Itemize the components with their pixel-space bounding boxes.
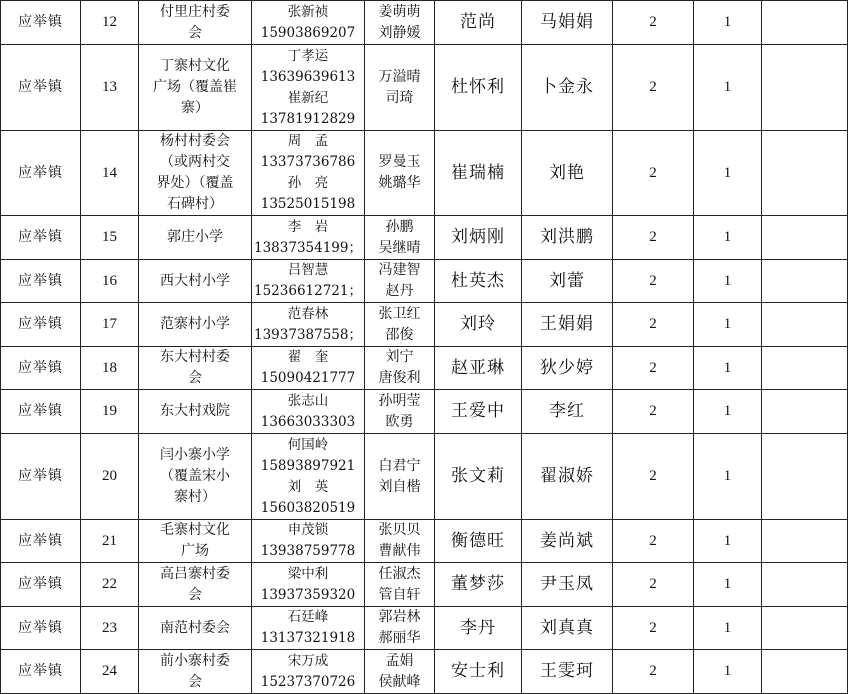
staff-cell-line: 曹献伟 — [365, 541, 434, 562]
staff-cell — [365, 520, 435, 563]
location-cell-line: 东大村戏院 — [139, 401, 251, 422]
count-b-cell: 1 — [694, 347, 762, 390]
leader-cell: 崔瑞楠 — [435, 131, 522, 216]
staff-cell-line: 孟娟 — [365, 651, 434, 672]
contact-cell-line: 吕智慧 — [252, 260, 364, 281]
contact-cell-line: 15090421777 — [252, 368, 364, 389]
staff-cell — [365, 131, 435, 216]
contact-cell-line: 13137321918 — [252, 628, 364, 649]
staff-cell-line: 邵俊 — [365, 325, 434, 346]
number-cell: 13 — [81, 45, 139, 131]
contact-cell-line: 张志山 — [252, 391, 364, 412]
contact-cell-line: 孙 亮 — [252, 173, 364, 194]
staff-cell — [365, 216, 435, 260]
staff-cell-line: 张贝贝 — [365, 520, 434, 541]
town-cell: 应举镇 — [1, 434, 81, 520]
count-a-cell: 2 — [613, 1, 694, 45]
leader-cell: 董梦莎 — [435, 563, 522, 607]
location-cell-line: 会 — [139, 672, 251, 693]
location-cell-line: 杨村村委会 — [139, 131, 251, 152]
town-cell: 应举镇 — [1, 45, 81, 131]
town-cell: 应举镇 — [1, 650, 81, 694]
staff-cell — [365, 650, 435, 694]
staff-cell-line: 唐俊利 — [365, 368, 434, 389]
contact-cell — [252, 260, 365, 303]
contact-cell-line: 13937387558； — [252, 325, 364, 346]
staff-cell-line: 郝丽华 — [365, 628, 434, 649]
staff-cell — [365, 303, 435, 347]
blank-cell — [762, 303, 848, 347]
location-cell — [139, 1, 252, 45]
contact-cell-line: 15603820519 — [252, 498, 364, 519]
blank-cell — [762, 347, 848, 390]
contact-cell-line: 13373736786 — [252, 152, 364, 173]
contact-cell-line: 13837354199； — [252, 238, 364, 259]
location-cell — [139, 520, 252, 563]
contact-cell — [252, 131, 365, 216]
staff-cell — [365, 434, 435, 520]
count-a-cell: 2 — [613, 347, 694, 390]
contact-cell-line: 何国岭 — [252, 435, 364, 456]
staff-cell-line: 任淑杰 — [365, 564, 434, 585]
location-cell-line: 会 — [139, 23, 251, 44]
count-a-cell: 2 — [613, 45, 694, 131]
location-cell-line: 郭庄小学 — [139, 227, 251, 248]
blank-cell — [762, 260, 848, 303]
leader-cell: 王爱中 — [435, 390, 522, 434]
blank-cell — [762, 607, 848, 650]
member-cell: 翟淑娇 — [522, 434, 613, 520]
table-row — [1, 563, 848, 607]
count-a-cell: 2 — [613, 434, 694, 520]
staff-cell-line: 管自轩 — [365, 585, 434, 606]
contact-cell-line: 范春林 — [252, 304, 364, 325]
blank-cell — [762, 434, 848, 520]
contact-cell — [252, 45, 365, 131]
staff-cell-line: 欧勇 — [365, 412, 434, 433]
count-a-cell: 2 — [613, 390, 694, 434]
count-a-cell: 2 — [613, 260, 694, 303]
location-cell-line: 丁寨村文化 — [139, 56, 251, 77]
location-cell-line: 南范村委会 — [139, 618, 251, 639]
table-row — [1, 347, 848, 390]
contact-cell-line: 石廷峰 — [252, 607, 364, 628]
number-cell: 15 — [81, 216, 139, 260]
table-row — [1, 131, 848, 216]
number-cell: 20 — [81, 434, 139, 520]
table-row — [1, 303, 848, 347]
location-cell-line: 西大村小学 — [139, 271, 251, 292]
blank-cell — [762, 563, 848, 607]
location-cell — [139, 607, 252, 650]
location-cell — [139, 303, 252, 347]
member-cell: 刘洪鹏 — [522, 216, 613, 260]
member-cell: 马娟娟 — [522, 1, 613, 45]
staff-cell — [365, 347, 435, 390]
staff-cell-line: 刘自楷 — [365, 477, 434, 498]
count-b-cell: 1 — [694, 434, 762, 520]
number-cell: 12 — [81, 1, 139, 45]
leader-cell: 李丹 — [435, 607, 522, 650]
location-cell — [139, 650, 252, 694]
staff-cell-line: 赵丹 — [365, 281, 434, 302]
table-row — [1, 1, 848, 45]
town-cell: 应举镇 — [1, 303, 81, 347]
staff-cell-line: 郭岩林 — [365, 607, 434, 628]
table-row — [1, 607, 848, 650]
blank-cell — [762, 1, 848, 45]
town-cell: 应举镇 — [1, 607, 81, 650]
member-cell: 王娟娟 — [522, 303, 613, 347]
table-row — [1, 260, 848, 303]
member-cell: 卜金永 — [522, 45, 613, 131]
count-b-cell: 1 — [694, 303, 762, 347]
location-cell-line: 毛寨村文化 — [139, 520, 251, 541]
count-a-cell: 2 — [613, 520, 694, 563]
staff-cell-line: 姚璐华 — [365, 173, 434, 194]
location-cell-line: （覆盖宋小 — [139, 466, 251, 487]
leader-cell: 赵亚琳 — [435, 347, 522, 390]
location-cell-line: 东大村村委 — [139, 347, 251, 368]
contact-cell — [252, 1, 365, 45]
count-b-cell: 1 — [694, 45, 762, 131]
contact-cell-line: 15237370726 — [252, 672, 364, 693]
staff-cell-line: 吴继晴 — [365, 238, 434, 259]
town-cell: 应举镇 — [1, 347, 81, 390]
number-cell: 19 — [81, 390, 139, 434]
location-cell-line: （或两村交 — [139, 152, 251, 173]
blank-cell — [762, 45, 848, 131]
leader-cell: 衡德旺 — [435, 520, 522, 563]
count-b-cell: 1 — [694, 260, 762, 303]
count-b-cell: 1 — [694, 563, 762, 607]
contact-cell-line: 13525015198 — [252, 194, 364, 215]
contact-cell — [252, 607, 365, 650]
contact-cell-line: 13781912829 — [252, 109, 364, 130]
staff-cell — [365, 390, 435, 434]
table-row — [1, 520, 848, 563]
member-cell: 王雯珂 — [522, 650, 613, 694]
staff-cell-line: 刘静媛 — [365, 23, 434, 44]
location-cell-line: 广场 — [139, 541, 251, 562]
staff-cell — [365, 563, 435, 607]
staff-cell-line: 侯献峰 — [365, 672, 434, 693]
number-cell: 16 — [81, 260, 139, 303]
contact-cell — [252, 563, 365, 607]
staff-cell — [365, 1, 435, 45]
location-cell-line: 范寨村小学 — [139, 314, 251, 335]
count-a-cell: 2 — [613, 650, 694, 694]
location-cell-line: 会 — [139, 585, 251, 606]
contact-cell — [252, 434, 365, 520]
contact-cell — [252, 520, 365, 563]
staff-cell-line: 姜萌萌 — [365, 2, 434, 23]
table-row — [1, 390, 848, 434]
blank-cell — [762, 650, 848, 694]
staff-cell-line: 孙鹏 — [365, 217, 434, 238]
contact-cell — [252, 347, 365, 390]
location-cell — [139, 390, 252, 434]
contact-cell-line: 13937359320 — [252, 585, 364, 606]
contact-cell-line: 翟 奎 — [252, 347, 364, 368]
leader-cell: 范尚 — [435, 1, 522, 45]
location-cell-line: 界处）（覆盖 — [139, 173, 251, 194]
count-b-cell: 1 — [694, 1, 762, 45]
member-cell: 姜尚斌 — [522, 520, 613, 563]
staff-cell-line: 万溢晴 — [365, 67, 434, 88]
contact-cell-line: 13938759778 — [252, 541, 364, 562]
location-cell — [139, 347, 252, 390]
staff-cell — [365, 260, 435, 303]
contact-cell-line: 梁中利 — [252, 564, 364, 585]
staff-cell-line: 张卫红 — [365, 304, 434, 325]
town-cell: 应举镇 — [1, 131, 81, 216]
contact-cell-line: 15903869207 — [252, 23, 364, 44]
count-b-cell: 1 — [694, 607, 762, 650]
staff-cell-line: 刘宁 — [365, 347, 434, 368]
number-cell: 21 — [81, 520, 139, 563]
contact-cell-line: 15236612721； — [252, 281, 364, 302]
staff-cell-line: 白君宁 — [365, 456, 434, 477]
contact-cell-line: 申茂锁 — [252, 520, 364, 541]
leader-cell: 刘炳刚 — [435, 216, 522, 260]
contact-cell-line: 13663033303 — [252, 412, 364, 433]
contact-cell-line: 崔新纪 — [252, 88, 364, 109]
number-cell: 18 — [81, 347, 139, 390]
count-b-cell: 1 — [694, 131, 762, 216]
location-cell-line: 石碑村） — [139, 194, 251, 215]
count-a-cell: 2 — [613, 607, 694, 650]
table-row — [1, 45, 848, 131]
location-cell-line: 付里庄村委 — [139, 2, 251, 23]
staff-cell-line: 冯建智 — [365, 260, 434, 281]
table-row — [1, 650, 848, 694]
contact-cell — [252, 216, 365, 260]
location-cell-line: 会 — [139, 368, 251, 389]
leader-cell: 张文莉 — [435, 434, 522, 520]
staff-cell-line: 罗曼玉 — [365, 152, 434, 173]
contact-cell-line: 周 孟 — [252, 131, 364, 152]
staff-cell — [365, 45, 435, 131]
count-a-cell: 2 — [613, 131, 694, 216]
number-cell: 23 — [81, 607, 139, 650]
contact-cell — [252, 650, 365, 694]
contact-cell-line: 丁孝运 — [252, 46, 364, 67]
contact-cell-line: 刘 英 — [252, 477, 364, 498]
member-cell: 刘蕾 — [522, 260, 613, 303]
location-cell — [139, 216, 252, 260]
location-cell — [139, 45, 252, 131]
member-cell: 尹玉凤 — [522, 563, 613, 607]
member-cell: 刘真真 — [522, 607, 613, 650]
location-cell — [139, 131, 252, 216]
contact-cell-line: 张新祯 — [252, 2, 364, 23]
count-b-cell: 1 — [694, 390, 762, 434]
location-cell-line: 前小寨村委 — [139, 651, 251, 672]
count-b-cell: 1 — [694, 520, 762, 563]
town-cell: 应举镇 — [1, 1, 81, 45]
location-cell — [139, 260, 252, 303]
number-cell: 17 — [81, 303, 139, 347]
count-b-cell: 1 — [694, 216, 762, 260]
blank-cell — [762, 216, 848, 260]
table-row — [1, 434, 848, 520]
count-a-cell: 2 — [613, 216, 694, 260]
number-cell: 24 — [81, 650, 139, 694]
staff-cell-line: 司琦 — [365, 88, 434, 109]
count-b-cell: 1 — [694, 650, 762, 694]
location-cell — [139, 563, 252, 607]
member-cell: 狄少婷 — [522, 347, 613, 390]
location-cell-line: 寨） — [139, 98, 251, 119]
town-cell: 应举镇 — [1, 390, 81, 434]
contact-cell-line: 宋万成 — [252, 651, 364, 672]
member-cell: 刘艳 — [522, 131, 613, 216]
town-cell: 应举镇 — [1, 216, 81, 260]
contact-cell-line: 15893897921 — [252, 456, 364, 477]
contact-cell — [252, 303, 365, 347]
table-row — [1, 216, 848, 260]
town-cell: 应举镇 — [1, 563, 81, 607]
member-cell: 李红 — [522, 390, 613, 434]
staff-cell-line: 孙明莹 — [365, 391, 434, 412]
location-cell-line: 闫小寨小学 — [139, 445, 251, 466]
blank-cell — [762, 520, 848, 563]
count-a-cell: 2 — [613, 303, 694, 347]
leader-cell: 杜怀利 — [435, 45, 522, 131]
location-cell-line: 高吕寨村委 — [139, 564, 251, 585]
leader-cell: 安士利 — [435, 650, 522, 694]
count-a-cell: 2 — [613, 563, 694, 607]
contact-cell — [252, 390, 365, 434]
blank-cell — [762, 390, 848, 434]
contact-cell-line: 李 岩 — [252, 217, 364, 238]
town-cell: 应举镇 — [1, 520, 81, 563]
leader-cell: 刘玲 — [435, 303, 522, 347]
location-cell-line: 广场（覆盖崔 — [139, 77, 251, 98]
contact-cell-line: 13639639613 — [252, 67, 364, 88]
number-cell: 22 — [81, 563, 139, 607]
location-cell — [139, 434, 252, 520]
staff-cell — [365, 607, 435, 650]
number-cell: 14 — [81, 131, 139, 216]
leader-cell: 杜英杰 — [435, 260, 522, 303]
town-cell: 应举镇 — [1, 260, 81, 303]
location-cell-line: 寨村） — [139, 487, 251, 508]
blank-cell — [762, 131, 848, 216]
